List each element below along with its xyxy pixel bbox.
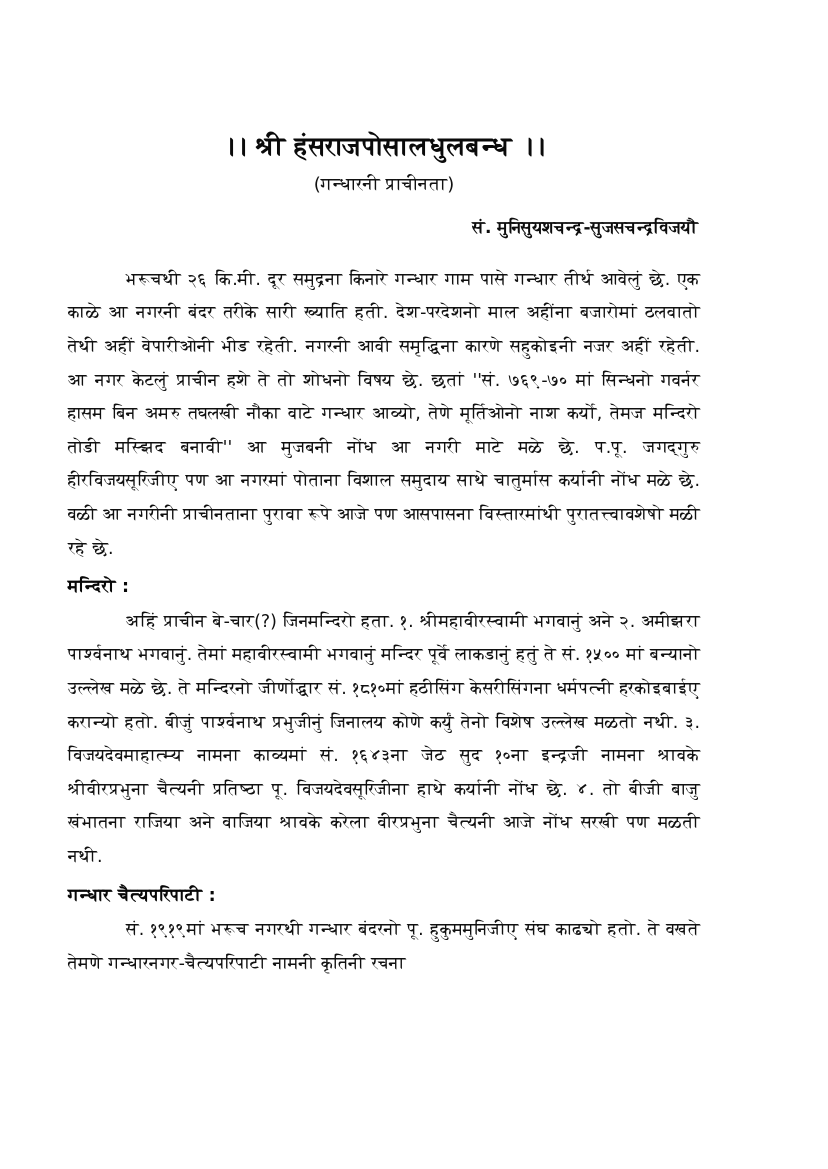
section-gap (68, 875, 700, 878)
section-heading-chaityaparipati: गन्धार चैत्यपरिपाटी : (68, 885, 216, 906)
byline-text: सं. मुनिसुयशचन्द्र-सुजसचन्द्रविजयौ (472, 217, 698, 238)
section-heading-mandiro: मन्दिरो : (68, 577, 130, 598)
body-text (68, 264, 700, 981)
section-paragraph-mandiro: अहिं प्राचीन बे-चार(?) जिनमन्दिरो हता. १. श्रीमहावीरस्वामी भगवानुं अने २. अमीझरा पार्श्वनाथ भगवानुं. तेमां महावीरस्वामी भगवानुं मन्दिर पूर्वे लाकडानुं हतुं ते सं. १५०० मां बन्यानो उल्लेख मळे छे. ते मन्दिरनो जीर्णोद्धार सं. १८१०मां हठीसिंग केसरीसिंगना धर्मपत्नी हरकोइबाईए करान्यो हतो. बीजुं पार्श्वनाथ प्रभुजीनुं जिनालय कोणे कर्युं तेनो विशेष उल्लेख मळतो नथी. ३. विजयदेवमाहात्म्य नामना काव्यमां सं. १६४३ना जेठ सुद १०ना इन्द्रजी नामना श्रावके श्रीवीरप्रभुना चैत्यनी प्रतिष्ठा पू. विजयदेवसूरिजीना हाथे कर्यानी नोंध छे. ४. तो बीजी बाजु खंभातना राजिया अने वाजिया श्रावके करेला वीरप्रभुना चैत्यनी आजे नोंध सरखी पण मळती नथी. (68, 611, 700, 867)
section-gap (68, 566, 700, 569)
title-block (68, 0, 700, 196)
section-paragraph-chaityaparipati: सं. १९१९मां भरूच नगरथी गन्धार बंदरनो पू. हुकुममुनिजीए संघ काढ्यो हतो. ते वखते तेमणे गन्धारनगर-चैत्यपरिपाटी नामनी कृतिनी रचना (68, 920, 700, 974)
intro-paragraph: भरूचथी २६ कि.मी. दूर समुद्रना किनारे गन्धार गाम पासे गन्धार तीर्थ आवेलुं छे. एक काळे आ नगरनी बंदर तरीके सारी ख्याति हती. देश-परदेशनो माल अहींना बजारोमां ठलवातो तेथी अहीं वेपारीओनी भीड रहेती. नगरनी आवी समृद्धिना कारणे सहुकोइनी नजर अहीं रहेती. आ नगर केटलुं प्राचीन हशे ते तो शोधनो विषय छे. छतां ''सं. ७६९-७० मां सिन्धनो गवर्नर हासम बिन अमरु तघलखी नौका वाटे गन्धार आव्यो, तेणे मूर्तिओनो नाश कर्यो, तेमज मन्दिरो तोडी मस्झिद बनावी'' आ मुजबनी नोंध आ नगरी माटे मळे छे. प.पू. जगद्गुरु हीरविजयसूरिजीए पण आ नगरमां पोताना विशाल समुदाय साथे चातुर्मास कर्यानी नोंध मळे छे. वळी आ नगरीनी प्राचीनताना पुरावा रूपे आजे पण आसपासना विस्तारमांथी पुरातत्त्वावशेषो मळी रहे छे. (68, 269, 700, 559)
page-subtitle: (गन्धारनी प्राचीनता) (313, 173, 455, 195)
text-column (68, 0, 700, 981)
page-title: ।। श्री हंसराजपोसालधुलबन्ध ।। (222, 132, 546, 162)
byline (68, 218, 700, 238)
